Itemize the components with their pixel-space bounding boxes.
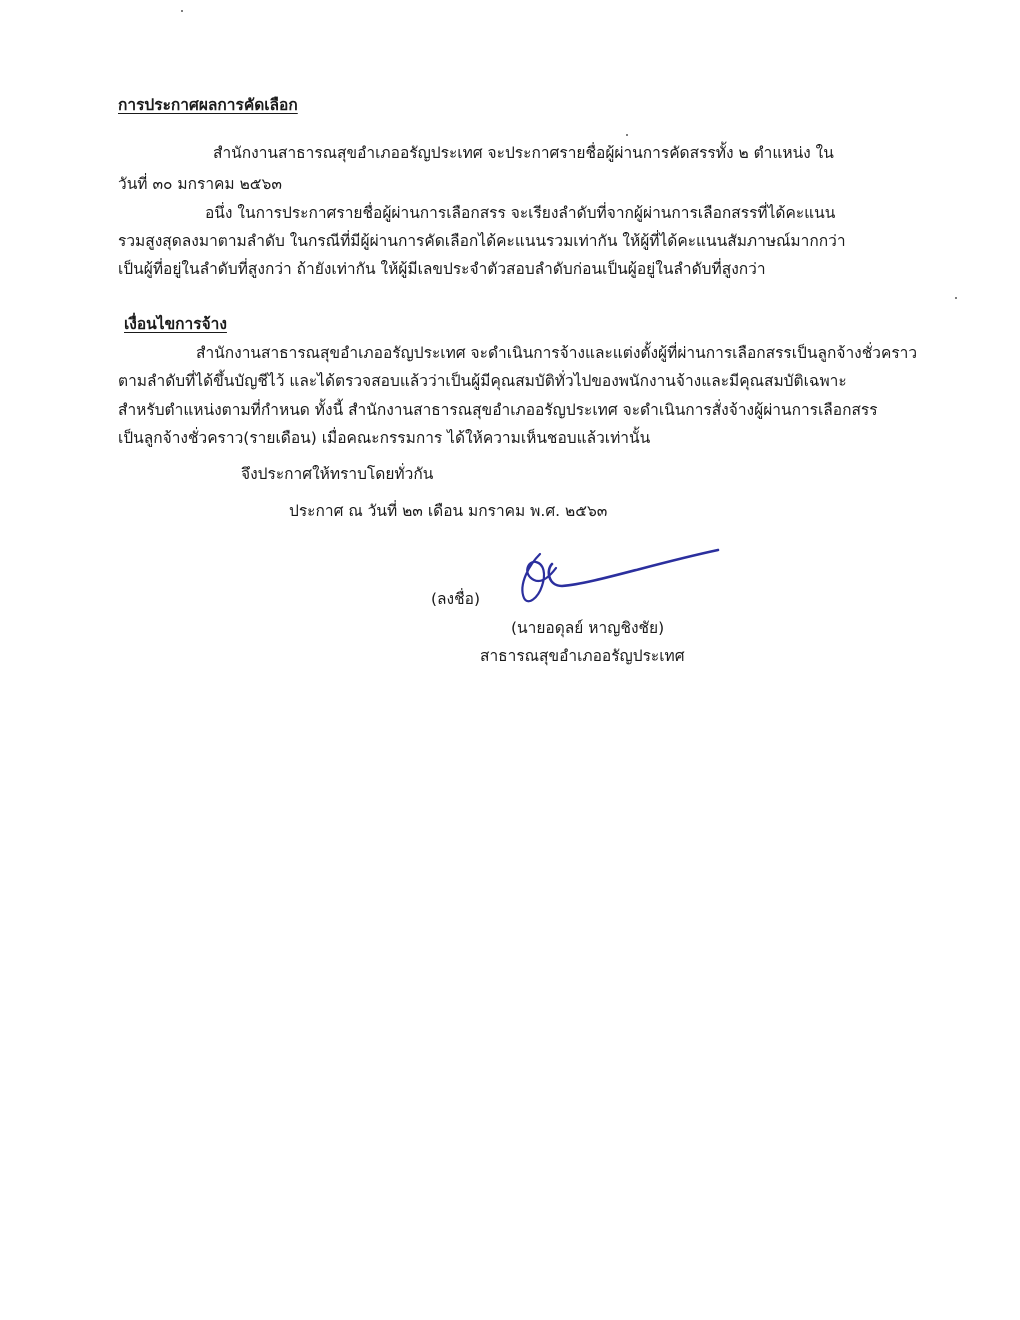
body-line: วันที่ ๓๐ มกราคม ๒๕๖๓: [118, 175, 282, 193]
body-line: เป็นลูกจ้างชั่วคราว(รายเดือน) เมื่อคณะกรรมการ ได้ให้ความเห็นชอบแล้วเท่านั้น: [118, 429, 651, 447]
body-line: สำนักงานสาธารณสุขอำเภออรัญประเทศ จะดำเนินการจ้างและแต่งตั้งผู้ที่ผ่านการเลือกสรรเป็นลูกจ้างชั่วคราว: [196, 344, 918, 362]
scan-speck: [181, 10, 183, 12]
scan-speck: [955, 297, 957, 299]
section-heading-announcement: การประกาศผลการคัดเลือก: [118, 96, 298, 114]
handwritten-signature: [512, 540, 722, 610]
body-line: รวมสูงสุดลงมาตามลำดับ ในกรณีที่มีผู้ผ่านการคัดเลือกได้คะแนนรวมเท่ากัน ให้ผู้ที่ได้คะแนนสัมภาษณ์มากกว่า: [118, 232, 846, 250]
closing-notice: จึงประกาศให้ทราบโดยทั่วกัน: [241, 465, 434, 483]
body-line: ตามลำดับที่ได้ขึ้นบัญชีไว้ และได้ตรวจสอบแล้วว่าเป็นผู้มีคุณสมบัติทั่วไปของพนักงานจ้างและมีคุณสมบัติเฉพาะ: [118, 372, 847, 390]
signer-name: (นายอดุลย์ หาญชิงชัย): [511, 619, 665, 637]
signature-stroke: [549, 550, 718, 586]
announcement-date: ประกาศ ณ วันที่ ๒๓ เดือน มกราคม พ.ศ. ๒๕๖๓: [289, 502, 608, 520]
body-line: สำนักงานสาธารณสุขอำเภออรัญประเทศ จะประกาศรายชื่อผู้ผ่านการคัดสรรทั้ง ๒ ตำแหน่ง ใน: [213, 144, 834, 162]
signer-position: สาธารณสุขอำเภออรัญประเทศ: [480, 647, 685, 665]
scan-speck: [626, 134, 628, 136]
body-line: อนึ่ง ในการประกาศรายชื่อผู้ผ่านการเลือกสรร จะเรียงลำดับที่จากผู้ผ่านการเลือกสรรที่ได้คะแนน: [205, 204, 836, 222]
sign-label: (ลงชื่อ): [431, 590, 480, 608]
body-line: สำหรับตำแหน่งตามที่กำหนด ทั้งนี้ สำนักงานสาธารณสุขอำเภออรัญประเทศ จะดำเนินการสั่งจ้างผู้ผ่านการเลือกสรร: [118, 401, 878, 419]
body-line: เป็นผู้ที่อยู่ในลำดับที่สูงกว่า ถ้ายังเท่ากัน ให้ผู้มีเลขประจำตัวสอบลำดับก่อนเป็นผู้อยู่ในลำดับที่สูงกว่า: [118, 260, 766, 278]
section-heading-employment: เงื่อนไขการจ้าง: [124, 315, 227, 333]
